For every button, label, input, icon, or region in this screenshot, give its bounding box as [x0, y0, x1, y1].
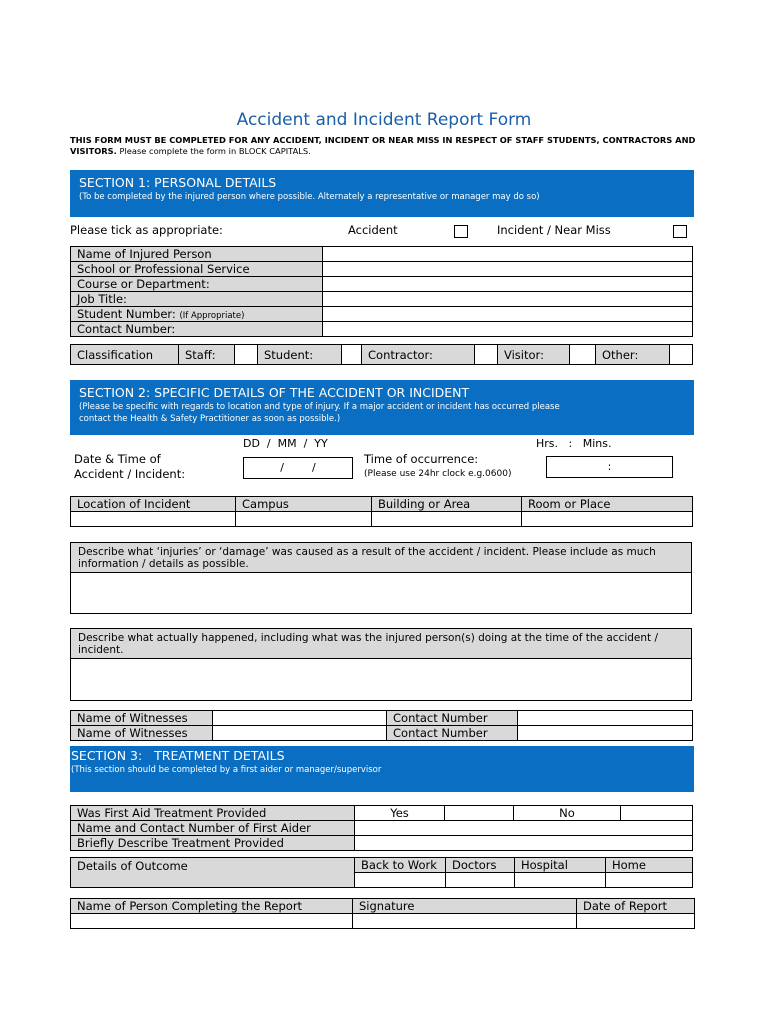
location-label: Location of Incident	[71, 497, 236, 512]
time-note: (Please use 24hr clock e.g.0600)	[364, 469, 512, 479]
date-report-label: Date of Report	[577, 899, 695, 914]
witness-contact-label-1: Contact Number	[387, 711, 518, 726]
classification-table	[70, 344, 693, 365]
injuries-block	[70, 542, 692, 614]
back-to-work-label: Back to Work	[355, 858, 446, 873]
home-field[interactable]	[606, 873, 693, 888]
person-field[interactable]	[71, 914, 353, 929]
home-label: Home	[606, 858, 693, 873]
student-number-label	[71, 307, 323, 322]
form-title: Accident and Incident Report Form	[236, 110, 532, 130]
injuries-question: Describe what ‘injuries’ or ‘damage’ was caused as a result of the accident / incident. Please include as much information / details as possible.	[71, 543, 691, 573]
yes-field[interactable]	[445, 806, 514, 821]
classification-label: Classification	[71, 345, 179, 365]
injured-name-label: Name of Injured Person	[71, 247, 323, 262]
staff-label: Staff:	[179, 345, 235, 365]
treatment-table	[70, 805, 693, 851]
date-report-field[interactable]	[577, 914, 695, 929]
accident-checkbox[interactable]	[454, 225, 468, 238]
witness-contact-field-2[interactable]	[518, 726, 693, 741]
witness-label-2: Name of Witnesses	[71, 726, 213, 741]
completion-table	[70, 898, 695, 929]
contact-number-label: Contact Number:	[71, 322, 323, 337]
outcome-table	[70, 857, 693, 888]
incident-label: Incident / Near Miss	[497, 223, 611, 237]
section2-heading: SECTION 2: SPECIFIC DETAILS OF THE ACCIDENT OR INCIDENT	[79, 385, 470, 400]
section3-subheading: (This section should be completed by a first aider or manager/supervisor	[71, 765, 382, 775]
incident-checkbox[interactable]	[673, 225, 687, 238]
other-label: Other:	[596, 345, 670, 365]
tick-label: Please tick as appropriate:	[70, 223, 223, 237]
section2-subheading-2: contact the Health & Safety Practitioner as soon as possible.)	[79, 414, 341, 424]
student-number-text: Student Number:	[77, 307, 176, 321]
room-label: Room or Place	[522, 497, 693, 512]
yes-label: Yes	[355, 806, 445, 821]
signature-field[interactable]	[353, 914, 577, 929]
section2-subheading-1: (Please be specific with regards to location and type of injury. If a major accident or incident has occurred please	[79, 402, 560, 412]
contractor-field[interactable]	[475, 345, 498, 365]
time-input[interactable]: :	[546, 456, 673, 478]
no-field[interactable]	[621, 806, 693, 821]
school-field[interactable]	[323, 262, 693, 277]
first-aider-field[interactable]	[355, 821, 693, 836]
injuries-field[interactable]	[71, 573, 691, 613]
section1-subheading: (To be completed by the injured person where possible. Alternately a representative or manager may do so)	[79, 192, 540, 202]
doctors-field[interactable]	[446, 873, 515, 888]
witness-table	[70, 710, 693, 741]
happened-question: Describe what actually happened, including what was the injured person(s) doing at the time of the accident / incident.	[71, 629, 691, 659]
witness-field-2[interactable]	[213, 726, 387, 741]
signature-label: Signature	[353, 899, 577, 914]
hospital-label: Hospital	[515, 858, 606, 873]
job-title-label: Job Title:	[71, 292, 323, 307]
visitor-field[interactable]	[570, 345, 596, 365]
witness-contact-field-1[interactable]	[518, 711, 693, 726]
instructions-normal: Please complete the form in BLOCK CAPITALS.	[116, 146, 311, 156]
witness-contact-label-2: Contact Number	[387, 726, 518, 741]
section2-header	[70, 380, 694, 435]
section3-heading: SECTION 3: TREATMENT DETAILS	[71, 748, 285, 763]
room-field[interactable]	[522, 512, 693, 527]
campus-label: Campus	[236, 497, 372, 512]
treatment-label: Briefly Describe Treatment Provided	[71, 836, 355, 851]
date-input[interactable]: / /	[243, 457, 353, 479]
first-aider-label: Name and Contact Number of First Aider	[71, 821, 355, 836]
school-label: School or Professional Service	[71, 262, 323, 277]
visitor-label: Visitor:	[498, 345, 570, 365]
witness-field-1[interactable]	[213, 711, 387, 726]
instructions-bold: THIS FORM MUST BE COMPLETED FOR ANY ACCIDENT, INCIDENT OR NEAR MISS IN RESPECT OF STAFF STUDENTS, CONTRACTORS AND VISITORS.	[70, 135, 696, 156]
section1-heading: SECTION 1: PERSONAL DETAILS	[79, 175, 277, 190]
form-instructions	[70, 135, 710, 157]
happened-field[interactable]	[71, 659, 691, 700]
location-field[interactable]	[71, 512, 236, 527]
campus-field[interactable]	[236, 512, 372, 527]
building-field[interactable]	[372, 512, 522, 527]
time-occurrence-label: Time of occurrence:	[364, 452, 479, 466]
student-number-note: (If Appropriate)	[179, 311, 245, 321]
personal-details-table	[70, 246, 693, 337]
happened-block	[70, 628, 692, 701]
contact-number-field[interactable]	[323, 322, 693, 337]
student-label: Student:	[258, 345, 342, 365]
doctors-label: Doctors	[446, 858, 515, 873]
contractor-label: Contractor:	[362, 345, 475, 365]
no-label: No	[514, 806, 621, 821]
location-table	[70, 496, 693, 527]
time-format-hint: Hrs. : Mins.	[536, 437, 612, 450]
person-label: Name of Person Completing the Report	[71, 899, 353, 914]
student-number-field[interactable]	[323, 307, 693, 322]
accident-label: Accident	[348, 223, 398, 237]
section1-header	[70, 170, 694, 217]
outcome-label: Details of Outcome	[71, 858, 355, 888]
date-time-label-2: Accident / Incident:	[74, 467, 186, 481]
injured-name-field[interactable]	[323, 247, 693, 262]
job-title-field[interactable]	[323, 292, 693, 307]
staff-field[interactable]	[235, 345, 258, 365]
date-time-label-1: Date & Time of	[74, 452, 161, 466]
date-format-hint: DD / MM / YY	[243, 437, 328, 450]
treatment-field[interactable]	[355, 836, 693, 851]
section3-header	[70, 746, 694, 792]
first-aid-label: Was First Aid Treatment Provided	[71, 806, 355, 821]
hospital-field[interactable]	[515, 873, 606, 888]
student-field[interactable]	[342, 345, 362, 365]
course-label: Course or Department:	[71, 277, 323, 292]
back-to-work-field[interactable]	[355, 873, 446, 888]
witness-label-1: Name of Witnesses	[71, 711, 213, 726]
other-field[interactable]	[670, 345, 693, 365]
building-label: Building or Area	[372, 497, 522, 512]
course-field[interactable]	[323, 277, 693, 292]
